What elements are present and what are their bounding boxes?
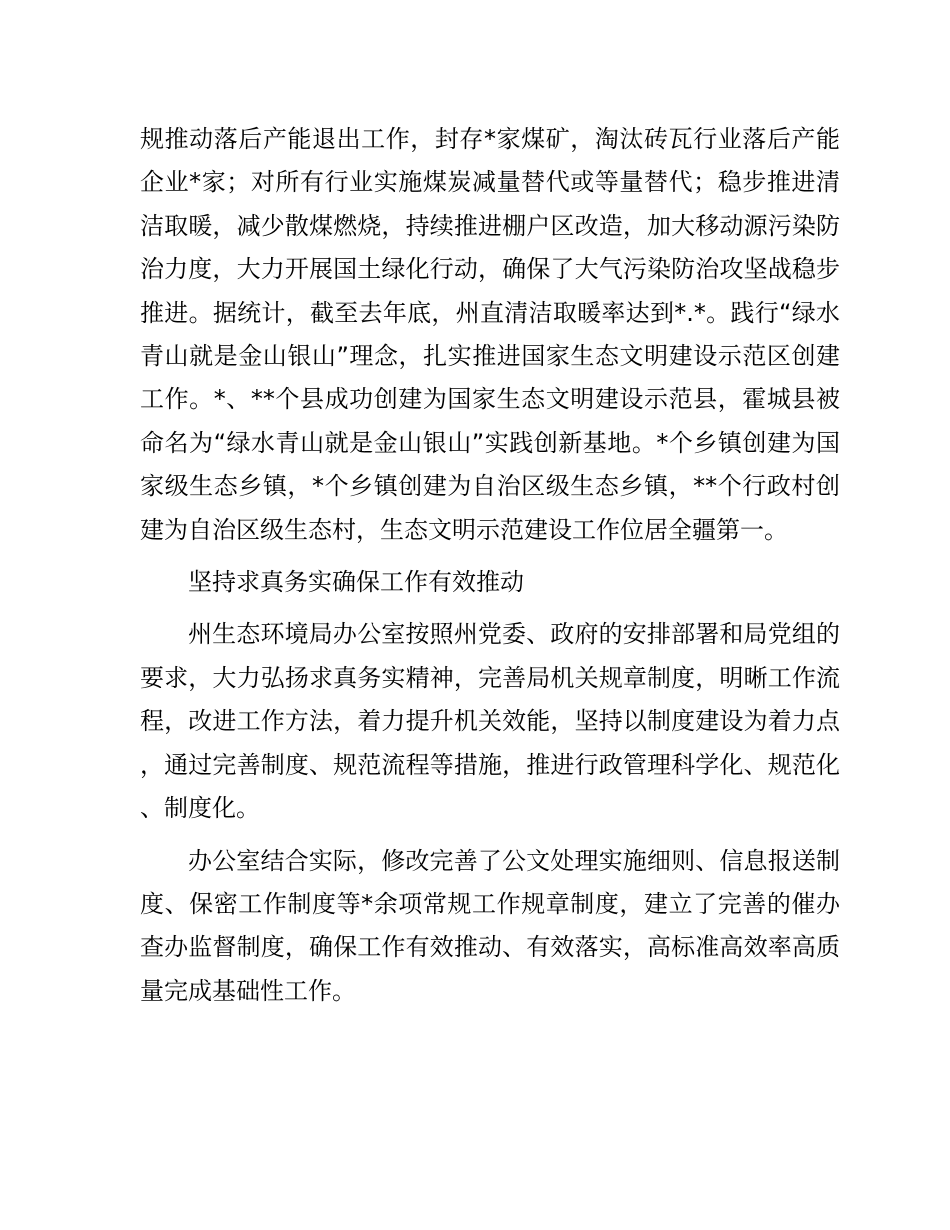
document-body — [140, 118, 840, 1013]
paragraph-office-overview: 州生态环境局办公室按照州党委、政府的安排部署和局党组的要求，大力弘扬求真务实精神，完善局机关规章制度，明晰工作流程，改进工作方法，着力提升机关效能，坚持以制度建设为着力点，通过完善制度、规范流程等措施，推进行政管理科学化、规范化、制度化。 — [140, 620, 840, 823]
paragraph-continued-text: 规推动落后产能退出工作，封存*家煤矿，淘汰砖瓦行业落后产能企业*家；对所有行业实施煤炭减量替代或等量替代；稳步推进清洁取暖，减少散煤燃烧，持续推进棚户区改造，加大移动源污染防治力度，大力开展国土绿化行动，确保了大气污染防治攻坚战稳步推进。据统计，截至去年底，州直清洁取暖率达到*.*。践行“绿水青山就是金山银山”理念，扎实推进国家生态文明建设示范区创建工作。*、**个县成功创建为国家生态文明建设示范县，霍城县被命名为“绿水青山就是金山银山”实践创新基地。*个乡镇创建为国家级生态乡镇，*个乡镇创建为自治区级生态乡镇，**个行政村创建为自治区级生态村，生态文明示范建设工作位居全疆第一。 — [140, 125, 840, 544]
section-heading: 坚持求真务实确保工作有效推动 — [188, 568, 524, 597]
paragraph-office-regulations: 办公室结合实际，修改完善了公文处理实施细则、信息报送制度、保密工作制度等*余项常规工作规章制度，建立了完善的催办查办监督制度，确保工作有效推动、有效落实，高标准高效率高质量完成基础性工作。 — [140, 846, 840, 1005]
